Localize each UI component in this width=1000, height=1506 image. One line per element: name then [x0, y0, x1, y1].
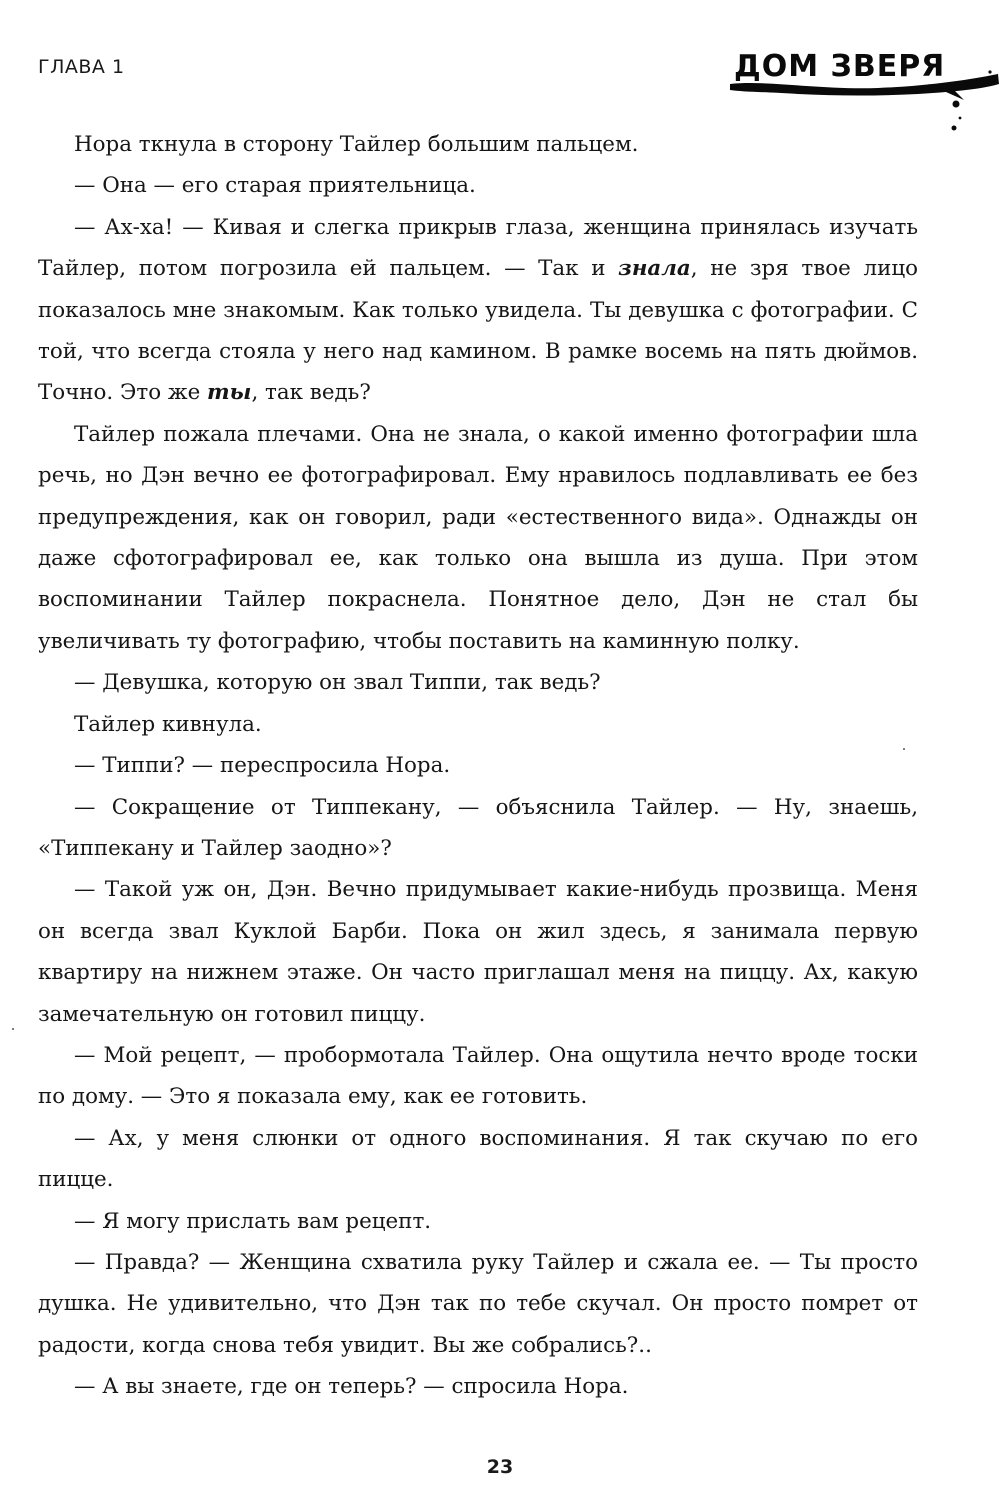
paragraph — [38, 662, 918, 703]
paragraph-text: — Ах, у меня слюнки от одного воспоминания. Я так скучаю по его пицце. — [38, 1125, 918, 1193]
scan-speck — [12, 1028, 14, 1030]
book-title: ДОМ ЗВЕРЯ — [734, 49, 946, 84]
paragraph-text: — А вы знаете, где он теперь? — спросила Нора. — [74, 1374, 629, 1400]
paragraph — [38, 1366, 918, 1407]
paragraph — [38, 704, 918, 745]
paragraph — [38, 1242, 918, 1366]
paragraph — [38, 787, 918, 870]
paragraph — [38, 1035, 918, 1118]
paragraph — [38, 1118, 918, 1201]
paragraph-text: — Правда? — Женщина схватила руку Тайлер и сжала ее. — Ты просто душка. Не удивительно, что Дэн так по тебе скучал. Он просто помрет от радости, когда снова тебя увидит. Вы же собрались?.. — [38, 1249, 918, 1358]
paragraph-text: — Мой рецепт, — пробормотала Тайлер. Она ощутила нечто вроде тоски по дому. — Это я показала ему, как ее готовить. — [38, 1042, 918, 1110]
paragraph — [38, 124, 918, 165]
chapter-label: ГЛАВА 1 — [38, 56, 125, 78]
paragraph — [38, 1201, 918, 1242]
paragraph — [38, 745, 918, 786]
paragraph-text: — Я могу прислать вам рецепт. — [74, 1208, 432, 1234]
paragraph-text: — Типпи? — переспросила Нора. — [74, 753, 451, 779]
paragraph-text: , так ведь? — [251, 380, 371, 406]
paragraph — [38, 165, 918, 206]
paragraph-text: Тайлер пожала плечами. Она не знала, о какой именно фотографии шла речь, но Дэн вечно ее фотографировал. Ему нравилось подлавливать ее без предупреждения, как он говорил, ради «естественного вида». Однажды он даже сфотографировал ее, как только она вышла из душа. При этом воспоминании Тайлер покраснела. Понятное дело, Дэн не стал бы увеличивать ту фотографию, чтобы поставить на каминную полку. — [38, 421, 918, 654]
paragraph-text: — Ах-ха! — Кивая и слегка прикрыв глаза, женщина принялась изучать Тайлер, потом погрозила ей пальцем. — Так и — [38, 214, 918, 282]
emphasized-word: ты — [207, 380, 252, 406]
scan-speck — [903, 748, 905, 750]
page-number: 23 — [486, 1456, 514, 1478]
body-text — [38, 124, 918, 1408]
paragraph-text: — Она — его старая приятельница. — [74, 173, 476, 199]
paragraph-text: — Девушка, которую он звал Типпи, так ведь? — [74, 670, 601, 696]
book-title-logo — [728, 44, 1000, 136]
paragraph-text: Нора ткнула в сторону Тайлер большим пальцем. — [74, 132, 639, 157]
paragraph-text: — Сокращение от Типпекану, — объяснила Тайлер. — Ну, знаешь, «Типпекану и Тайлер заодно»? — [38, 794, 918, 861]
paragraph — [38, 207, 918, 414]
paragraph — [38, 414, 918, 662]
paragraph-text: Тайлер кивнула. — [74, 711, 262, 737]
paragraph-text: , не зря твое лицо показалось мне знакомым. Как только увидела. Ты девушка с фотографии. С той, что всегда стояла у него над камином. В рамке восемь на пять дюймов. Точно. Это же — [38, 256, 918, 406]
emphasized-word: знала — [618, 256, 691, 282]
paragraph-text: — Такой уж он, Дэн. Вечно придумывает какие-нибудь прозвища. Меня он всегда звал Куклой Барби. Пока он жил здесь, я занимала первую квартиру на нижнем этаже. Он часто приглашал меня на пиццу. Ах, какую замечательную он готовил пиццу. — [38, 877, 918, 1027]
paragraph — [38, 869, 918, 1035]
